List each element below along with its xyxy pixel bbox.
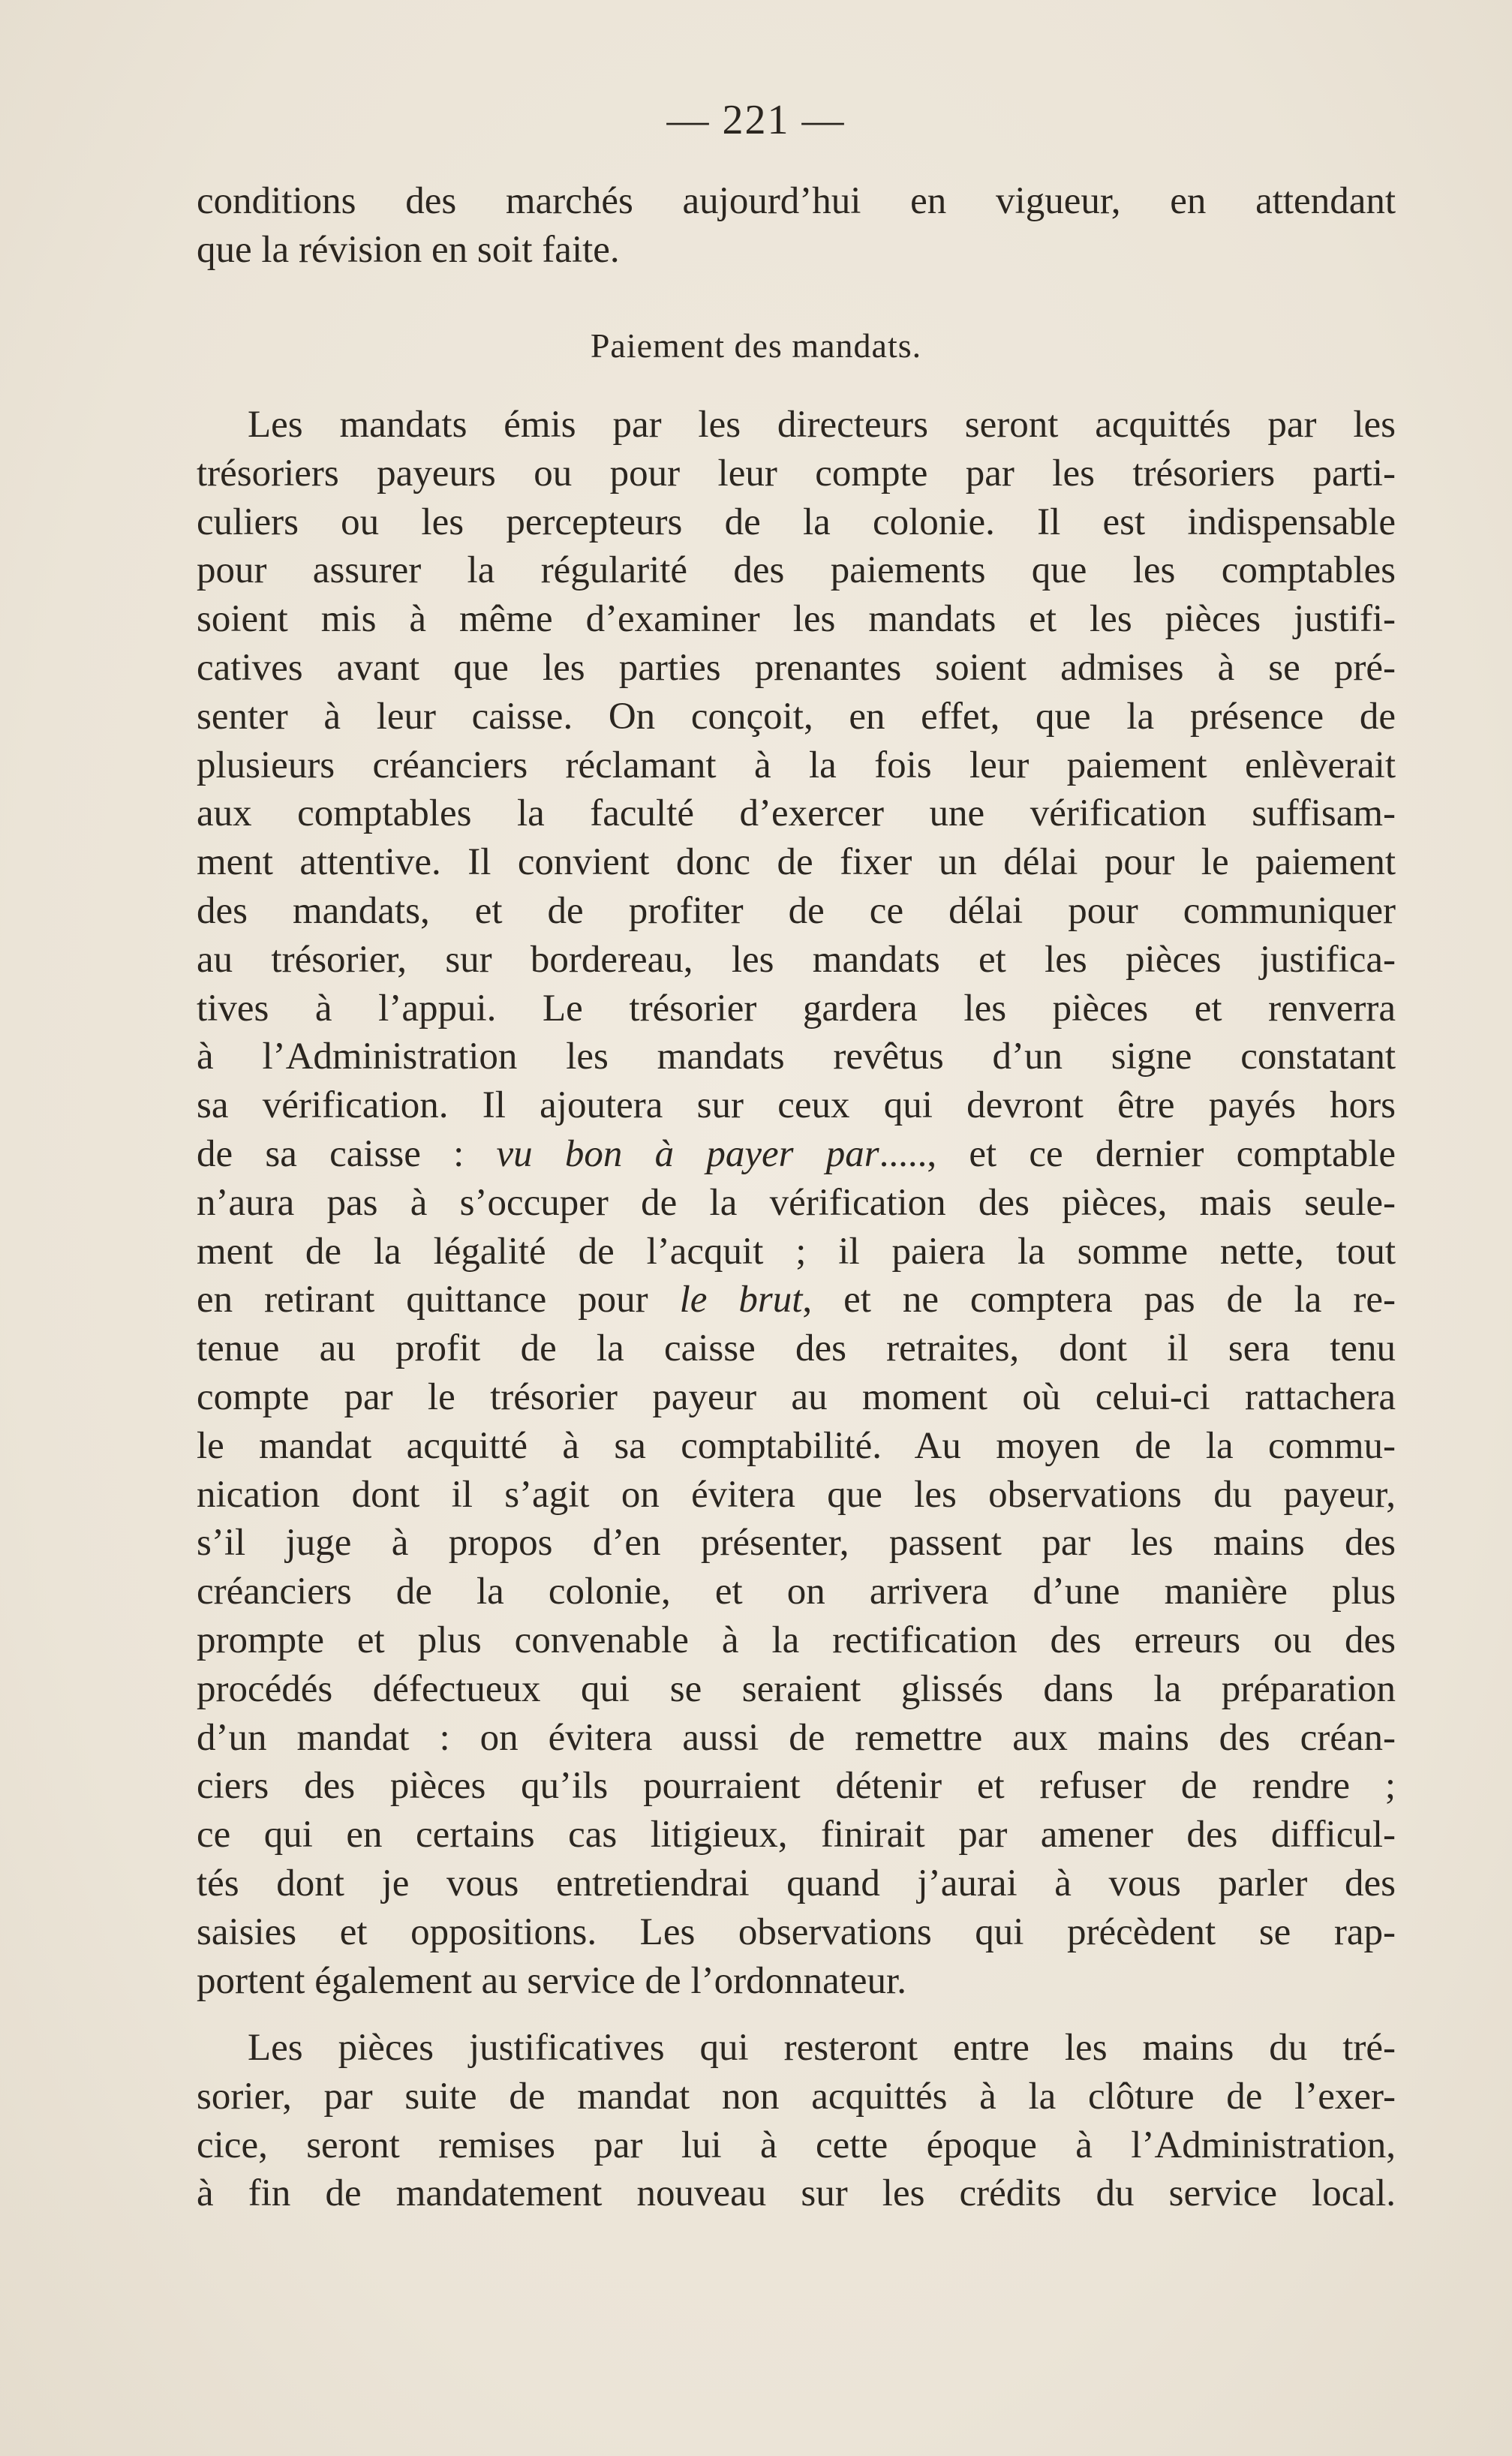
text-line: trésoriers payeurs ou pour leur compte par les trésoriers parti- [197, 452, 1396, 495]
text-line: d’un mandat : on évitera aussi de remettre aux mains des créan- [197, 1716, 1396, 1759]
text-line: procédés défectueux qui se seraient glissés dans la préparation [197, 1667, 1396, 1710]
italic-phrase: vu bon à payer par [496, 1132, 879, 1175]
text-line: cice, seront remises par lui à cette époque à l’Administration, [197, 2124, 1396, 2166]
text-line: au trésorier, sur bordereau, les mandats et les pièces justifica- [197, 938, 1396, 981]
text-line: plusieurs créanciers réclamant à la fois leur paiement enlèverait [197, 744, 1396, 786]
text-line: tenue au profit de la caisse des retraites, dont il sera tenu [197, 1327, 1396, 1370]
text-fragment: de sa caisse : [197, 1132, 497, 1175]
text-line: tives à l’appui. Le trésorier gardera les pièces et renverra [197, 987, 1396, 1030]
text-line: que la révision en soit faite. [197, 228, 620, 271]
text-fragment: , et ne comptera pas de la re- [802, 1279, 1396, 1321]
page-number: — 221 — [666, 97, 846, 143]
text-fragment: en retirant quittance pour [197, 1279, 680, 1321]
text-line: Les pièces justificatives qui resteront entre les mains du tré- [248, 2027, 1396, 2069]
section-heading: Paiement des mandats. [590, 326, 922, 365]
text-line: pour assurer la régularité des paiements que les comptables [197, 549, 1396, 592]
text-line: Les mandats émis par les directeurs seront acquittés par les [248, 404, 1396, 446]
text-line: prompte et plus convenable à la rectification des erreurs ou des [197, 1619, 1396, 1661]
text-line: ment attentive. Il convient donc de fixer un délai pour le paiement [197, 841, 1396, 884]
text-line: créanciers de la colonie, et on arrivera d’une manière plus [197, 1571, 1396, 1613]
text-line: senter à leur caisse. On conçoit, en effet, que la présence de [197, 695, 1396, 738]
paragraph-supporting-documents [197, 2024, 1396, 2218]
text-line: le mandat acquitté à sa comptabilité. Au moyen de la commu- [197, 1424, 1396, 1467]
text-line: sorier, par suite de mandat non acquittés à la clôture de l’exer- [197, 2075, 1396, 2118]
text-line: culiers ou les percepteurs de la colonie. Il est indispensable [197, 501, 1396, 543]
italic-phrase: le brut [679, 1279, 803, 1321]
text-line: soient mis à même d’examiner les mandats et les pièces justifi- [197, 598, 1396, 641]
text-fragment: ....., et ce dernier comptable [879, 1132, 1396, 1175]
text-line: s’il juge à propos d’en présenter, passent par les mains des [197, 1522, 1396, 1565]
text-line: nication dont il s’agit on évitera que les observations du payeur, [197, 1473, 1396, 1516]
text-line: saisies et oppositions. Les observations qui précèdent se rap- [197, 1910, 1396, 1953]
text-line: des mandats, et de profiter de ce délai pour communiquer [197, 889, 1396, 932]
text-line: aux comptables la faculté d’exercer une vérification suffisam- [197, 792, 1396, 835]
text-line-with-italic [197, 1276, 1396, 1324]
text-line: n’aura pas à s’occuper de la vérification des pièces, mais seule- [197, 1181, 1396, 1224]
text-line: conditions des marchés aujourd’hui en vigueur, en attendant [197, 180, 1396, 222]
text-line: ce qui en certains cas litigieux, finirait par amener des difficul- [197, 1814, 1396, 1856]
text-line: ciers des pièces qu’ils pourraient détenir et refuser de rendre ; [197, 1765, 1396, 1808]
text-line: sa vérification. Il ajoutera sur ceux qui devront être payés hors [197, 1084, 1396, 1127]
text-line: tés dont je vous entretiendrai quand j’aurai à vous parler des [197, 1862, 1396, 1904]
text-line: portent également au service de l’ordonnateur. [197, 1959, 906, 2002]
text-line: ment de la légalité de l’acquit ; il paiera la somme nette, tout [197, 1230, 1396, 1273]
paragraph-payment-of-mandates [197, 401, 1396, 2005]
text-line: catives avant que les parties prenantes soient admises à se pré- [197, 646, 1396, 689]
text-line-with-italic [197, 1130, 1396, 1179]
intro-paragraph [197, 177, 1396, 275]
text-line: à fin de mandatement nouveau sur les crédits du service local. [197, 2172, 1396, 2215]
text-line: compte par le trésorier payeur au moment où celui-ci rattachera [197, 1375, 1396, 1418]
text-line: à l’Administration les mandats revêtus d’un signe constatant [197, 1036, 1396, 1078]
